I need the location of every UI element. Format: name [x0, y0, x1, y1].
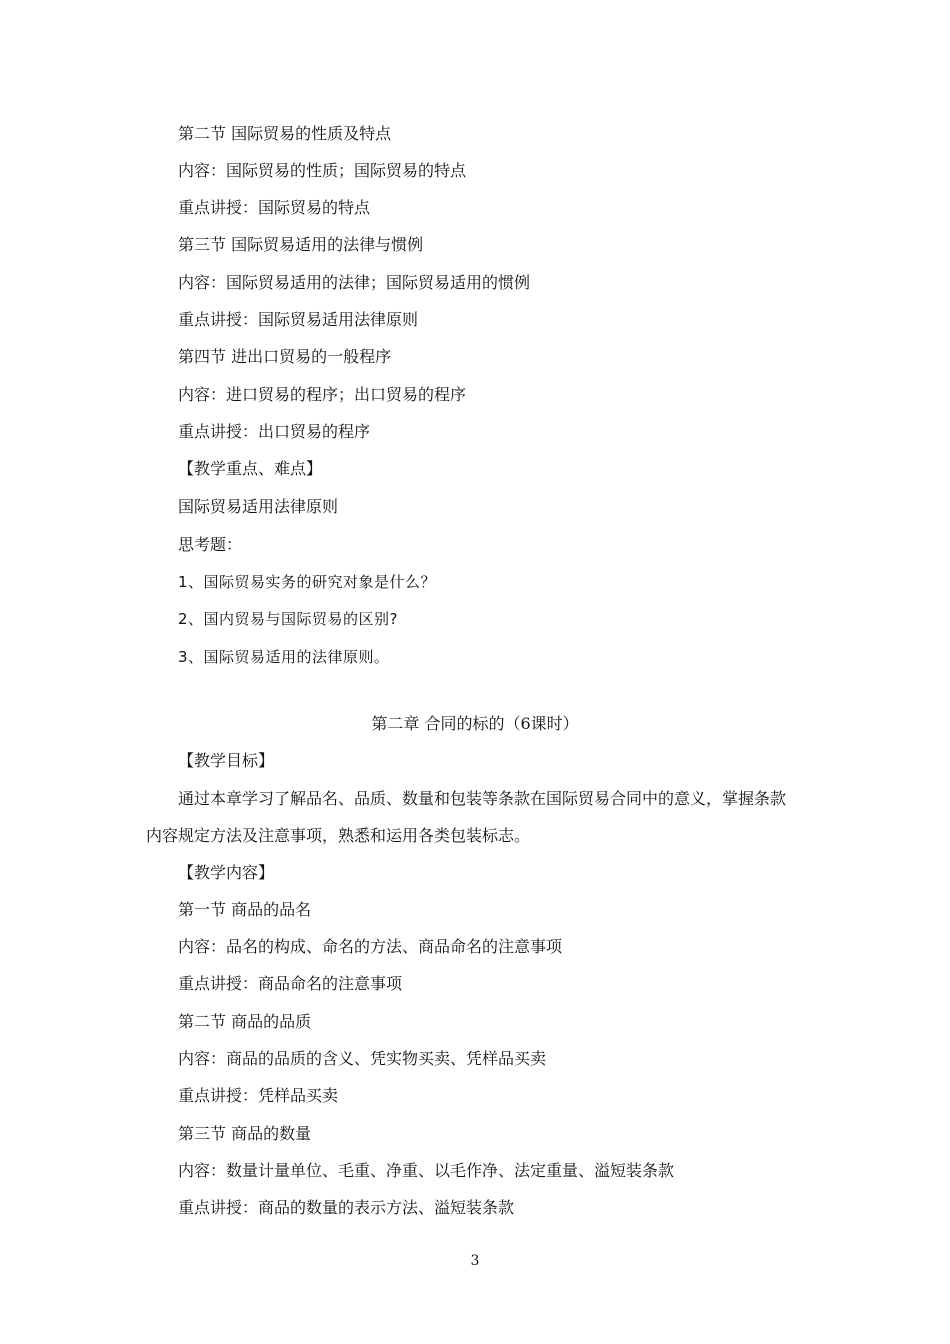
paragraph-line: 内容规定方法及注意事项，熟悉和运用各类包装标志。	[146, 826, 531, 845]
chapter-title: 第二章 合同的标的（6课时）	[371, 714, 579, 733]
question-item: 3、国际贸易适用的法律原则。	[178, 648, 390, 666]
content-line: 内容：国际贸易适用的法律；国际贸易适用的惯例	[178, 273, 531, 292]
section-heading: 第四节 进出口贸易的一般程序	[178, 347, 392, 366]
content-line: 内容：进口贸易的程序；出口贸易的程序	[178, 385, 467, 404]
section-heading: 第三节 商品的数量	[178, 1124, 312, 1143]
section-heading: 第三节 国际贸易适用的法律与惯例	[178, 235, 424, 254]
section-heading: 第二节 国际贸易的性质及特点	[178, 124, 392, 143]
section-heading: 第一节 商品的品名	[178, 900, 312, 919]
content-line: 内容：商品的品质的含义、凭实物买卖、凭样品买卖	[178, 1049, 547, 1068]
question-item: 1、国际贸易实务的研究对象是什么？	[178, 573, 437, 591]
section-heading: 第二节 商品的品质	[178, 1012, 312, 1031]
paragraph-line: 通过本章学习了解品名、品质、数量和包装等条款在国际贸易合同中的意义，掌握条款	[178, 789, 787, 808]
questions-heading: 思考题：	[178, 535, 243, 554]
key-point-line: 重点讲授：商品的数量的表示方法、溢短装条款	[178, 1198, 515, 1217]
content-line: 内容：品名的构成、命名的方法、商品命名的注意事项	[178, 937, 563, 956]
bracket-heading: 【教学内容】	[178, 863, 275, 882]
body-text: 国际贸易适用法律原则	[178, 497, 339, 516]
key-point-line: 重点讲授：商品命名的注意事项	[178, 974, 403, 993]
content-line: 内容：国际贸易的性质；国际贸易的特点	[178, 161, 467, 180]
key-point-line: 重点讲授：国际贸易的特点	[178, 198, 371, 217]
key-point-line: 重点讲授：出口贸易的程序	[178, 422, 371, 441]
bracket-heading: 【教学重点、难点】	[178, 459, 323, 478]
content-line: 内容：数量计量单位、毛重、净重、以毛作净、法定重量、溢短装条款	[178, 1161, 675, 1180]
key-point-line: 重点讲授：凭样品买卖	[178, 1086, 339, 1105]
bracket-heading: 【教学目标】	[178, 751, 275, 770]
page-number: 3	[470, 1253, 480, 1269]
key-point-line: 重点讲授：国际贸易适用法律原则	[178, 310, 419, 329]
question-item: 2、国内贸易与国际贸易的区别?	[178, 610, 399, 628]
